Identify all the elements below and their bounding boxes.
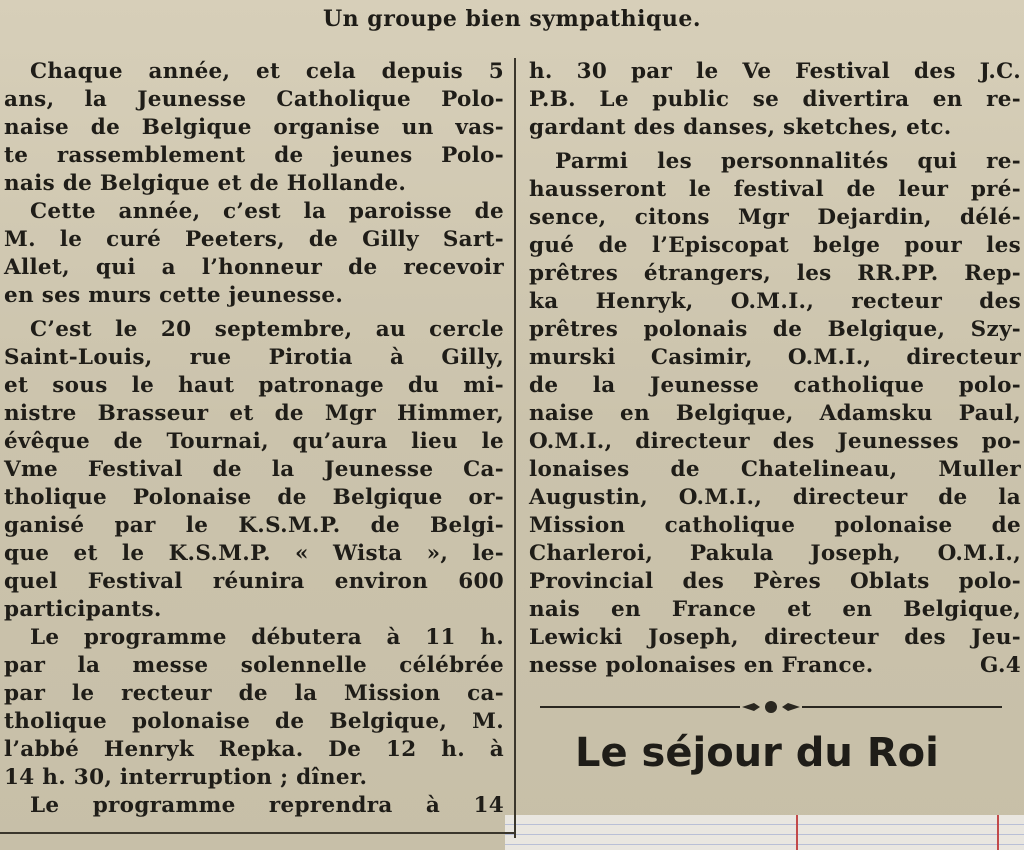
text-line: [4, 736, 504, 764]
text-line-content: participants.: [4, 597, 162, 622]
text-line-content: C’est le 20 septembre, au cercle: [30, 317, 504, 342]
text-line: [529, 316, 1021, 344]
left-column: [4, 58, 504, 820]
text-line: [4, 114, 504, 142]
next-article-headline: Le séjour du Roi: [575, 730, 939, 776]
text-line: [529, 596, 1021, 624]
text-line: [4, 198, 504, 226]
text-line-content: ka Henryk, O.M.I., recteur des: [529, 289, 1021, 314]
text-line: [4, 282, 504, 310]
text-line: [529, 288, 1021, 316]
text-line-content: gardant des danses, sketches, etc.: [529, 115, 952, 140]
text-line: [4, 708, 504, 736]
text-line: [529, 624, 1021, 652]
text-line: [4, 568, 504, 596]
text-line-content: Vme Festival de la Jeunesse Ca-: [4, 457, 504, 482]
text-line: [529, 372, 1021, 400]
text-line: [529, 400, 1021, 428]
text-line-content: Provincial des Pères Oblats polo-: [529, 569, 1021, 594]
text-line-content: tholique polonaise de Belgique, M.: [4, 709, 504, 734]
text-line-content: l’abbé Henryk Repka. De 12 h. à: [4, 737, 504, 762]
text-line: [4, 372, 504, 400]
text-line-content: Chaque année, et cela depuis 5: [30, 59, 504, 84]
text-line: [4, 792, 504, 820]
text-line-content: nistre Brasseur et de Mgr Himmer,: [4, 401, 504, 426]
red-margin-line: [796, 815, 798, 850]
text-line: [4, 680, 504, 708]
text-line: [4, 764, 504, 792]
text-line-content: prêtres étrangers, les RR.PP. Rep-: [529, 261, 1021, 286]
text-line: [529, 148, 1021, 176]
text-line-content: tholique Polonaise de Belgique or-: [4, 485, 504, 510]
ornament-icon: [740, 697, 802, 717]
text-line: [529, 232, 1021, 260]
text-line-content: Parmi les personnalités qui re-: [555, 149, 1021, 174]
text-line-content: Mission catholique polonaise de: [529, 513, 1021, 538]
text-line: [529, 58, 1021, 86]
text-line-content: gué de l’Episcopat belge pour les: [529, 233, 1021, 258]
text-line-content: Augustin, O.M.I., directeur de la: [529, 485, 1021, 510]
text-line-content: prêtres polonais de Belgique, Szy-: [529, 317, 1021, 342]
text-line-content: évêque de Tournai, qu’aura lieu le: [4, 429, 504, 454]
bottom-rule: [0, 832, 515, 834]
text-line-content: nesse polonaises en France.: [529, 653, 874, 678]
text-line: [4, 86, 504, 114]
text-line-content: que et le K.S.M.P. « Wista », le-: [4, 541, 504, 566]
article-title: Un groupe bien sympathique.: [322, 6, 702, 32]
text-line: [4, 400, 504, 428]
text-line: [529, 344, 1021, 372]
text-line: [4, 624, 504, 652]
text-line-content: O.M.I., directeur des Jeunesses po-: [529, 429, 1021, 454]
text-line-content: ganisé par le K.S.M.P. de Belgi-: [4, 513, 504, 538]
text-line-content: hausseront le festival de leur pré-: [529, 177, 1021, 202]
text-line-content: par la messe solennelle célébrée: [4, 653, 504, 678]
text-line-content: de la Jeunesse catholique polo-: [529, 373, 1021, 398]
ornamental-divider: [540, 697, 1002, 717]
text-line: [4, 254, 504, 282]
text-line-content: P.B. Le public se divertira en re-: [529, 87, 1021, 112]
text-line: [4, 456, 504, 484]
text-line: [529, 540, 1021, 568]
red-margin-line: [997, 815, 999, 850]
text-line: [529, 568, 1021, 596]
text-line-content: quel Festival réunira environ 600: [4, 569, 504, 594]
text-line-content: lonaises de Chatelineau, Muller: [529, 457, 1021, 482]
text-line-content: et sous le haut patronage du mi-: [4, 373, 504, 398]
text-line-content: ans, la Jeunesse Catholique Polo-: [4, 87, 504, 112]
lined-notebook-paper: [505, 815, 1024, 850]
text-line: [529, 484, 1021, 512]
text-line-content: nais de Belgique et de Hollande.: [4, 171, 407, 196]
text-line-content: Saint-Louis, rue Pirotia à Gilly,: [4, 345, 504, 370]
text-line-content: M. le curé Peeters, de Gilly Sart-: [4, 227, 504, 252]
text-line-content: murski Casimir, O.M.I., directeur: [529, 345, 1021, 370]
column-divider: [514, 58, 516, 838]
text-line: [529, 652, 1021, 680]
text-line-content: sence, citons Mgr Dejardin, délé-: [529, 205, 1021, 230]
text-line: [4, 344, 504, 372]
text-line: [529, 512, 1021, 540]
text-line: [4, 428, 504, 456]
text-line-content: Le programme reprendra à 14: [30, 793, 504, 818]
text-line: [4, 58, 504, 86]
text-line: [529, 260, 1021, 288]
text-line-content: h. 30 par le Ve Festival des J.C.: [529, 59, 1021, 84]
text-line: [4, 484, 504, 512]
author-signature: G.4: [980, 653, 1021, 678]
text-line-content: 14 h. 30, interruption ; dîner.: [4, 765, 368, 790]
text-line-content: par le recteur de la Mission ca-: [4, 681, 504, 706]
text-line: [529, 428, 1021, 456]
text-line: [4, 170, 504, 198]
text-line: [529, 204, 1021, 232]
text-line: [529, 456, 1021, 484]
text-line: [4, 652, 504, 680]
text-line-content: nais en France et en Belgique,: [529, 597, 1021, 622]
text-line: [529, 86, 1021, 114]
text-line-content: naise en Belgique, Adamsku Paul,: [529, 401, 1021, 426]
text-line-content: naise de Belgique organise un vas-: [4, 115, 504, 140]
text-line-content: en ses murs cette jeunesse.: [4, 283, 344, 308]
text-line-content: te rassemblement de jeunes Polo-: [4, 143, 504, 168]
right-column: [529, 58, 1021, 680]
text-line-content: Allet, qui a l’honneur de recevoir: [4, 255, 504, 280]
text-line-content: Le programme débutera à 11 h.: [30, 625, 504, 650]
text-line-content: Cette année, c’est la paroisse de: [30, 199, 504, 224]
text-line: [529, 176, 1021, 204]
text-line: [4, 540, 504, 568]
text-line-content: Lewicki Joseph, directeur des Jeu-: [529, 625, 1021, 650]
text-line: [4, 142, 504, 170]
text-line-content: Charleroi, Pakula Joseph, O.M.I.,: [529, 541, 1021, 566]
text-line: [529, 114, 1021, 142]
text-line: [4, 226, 504, 254]
text-line: [4, 512, 504, 540]
text-line: [4, 316, 504, 344]
text-line: [4, 596, 504, 624]
